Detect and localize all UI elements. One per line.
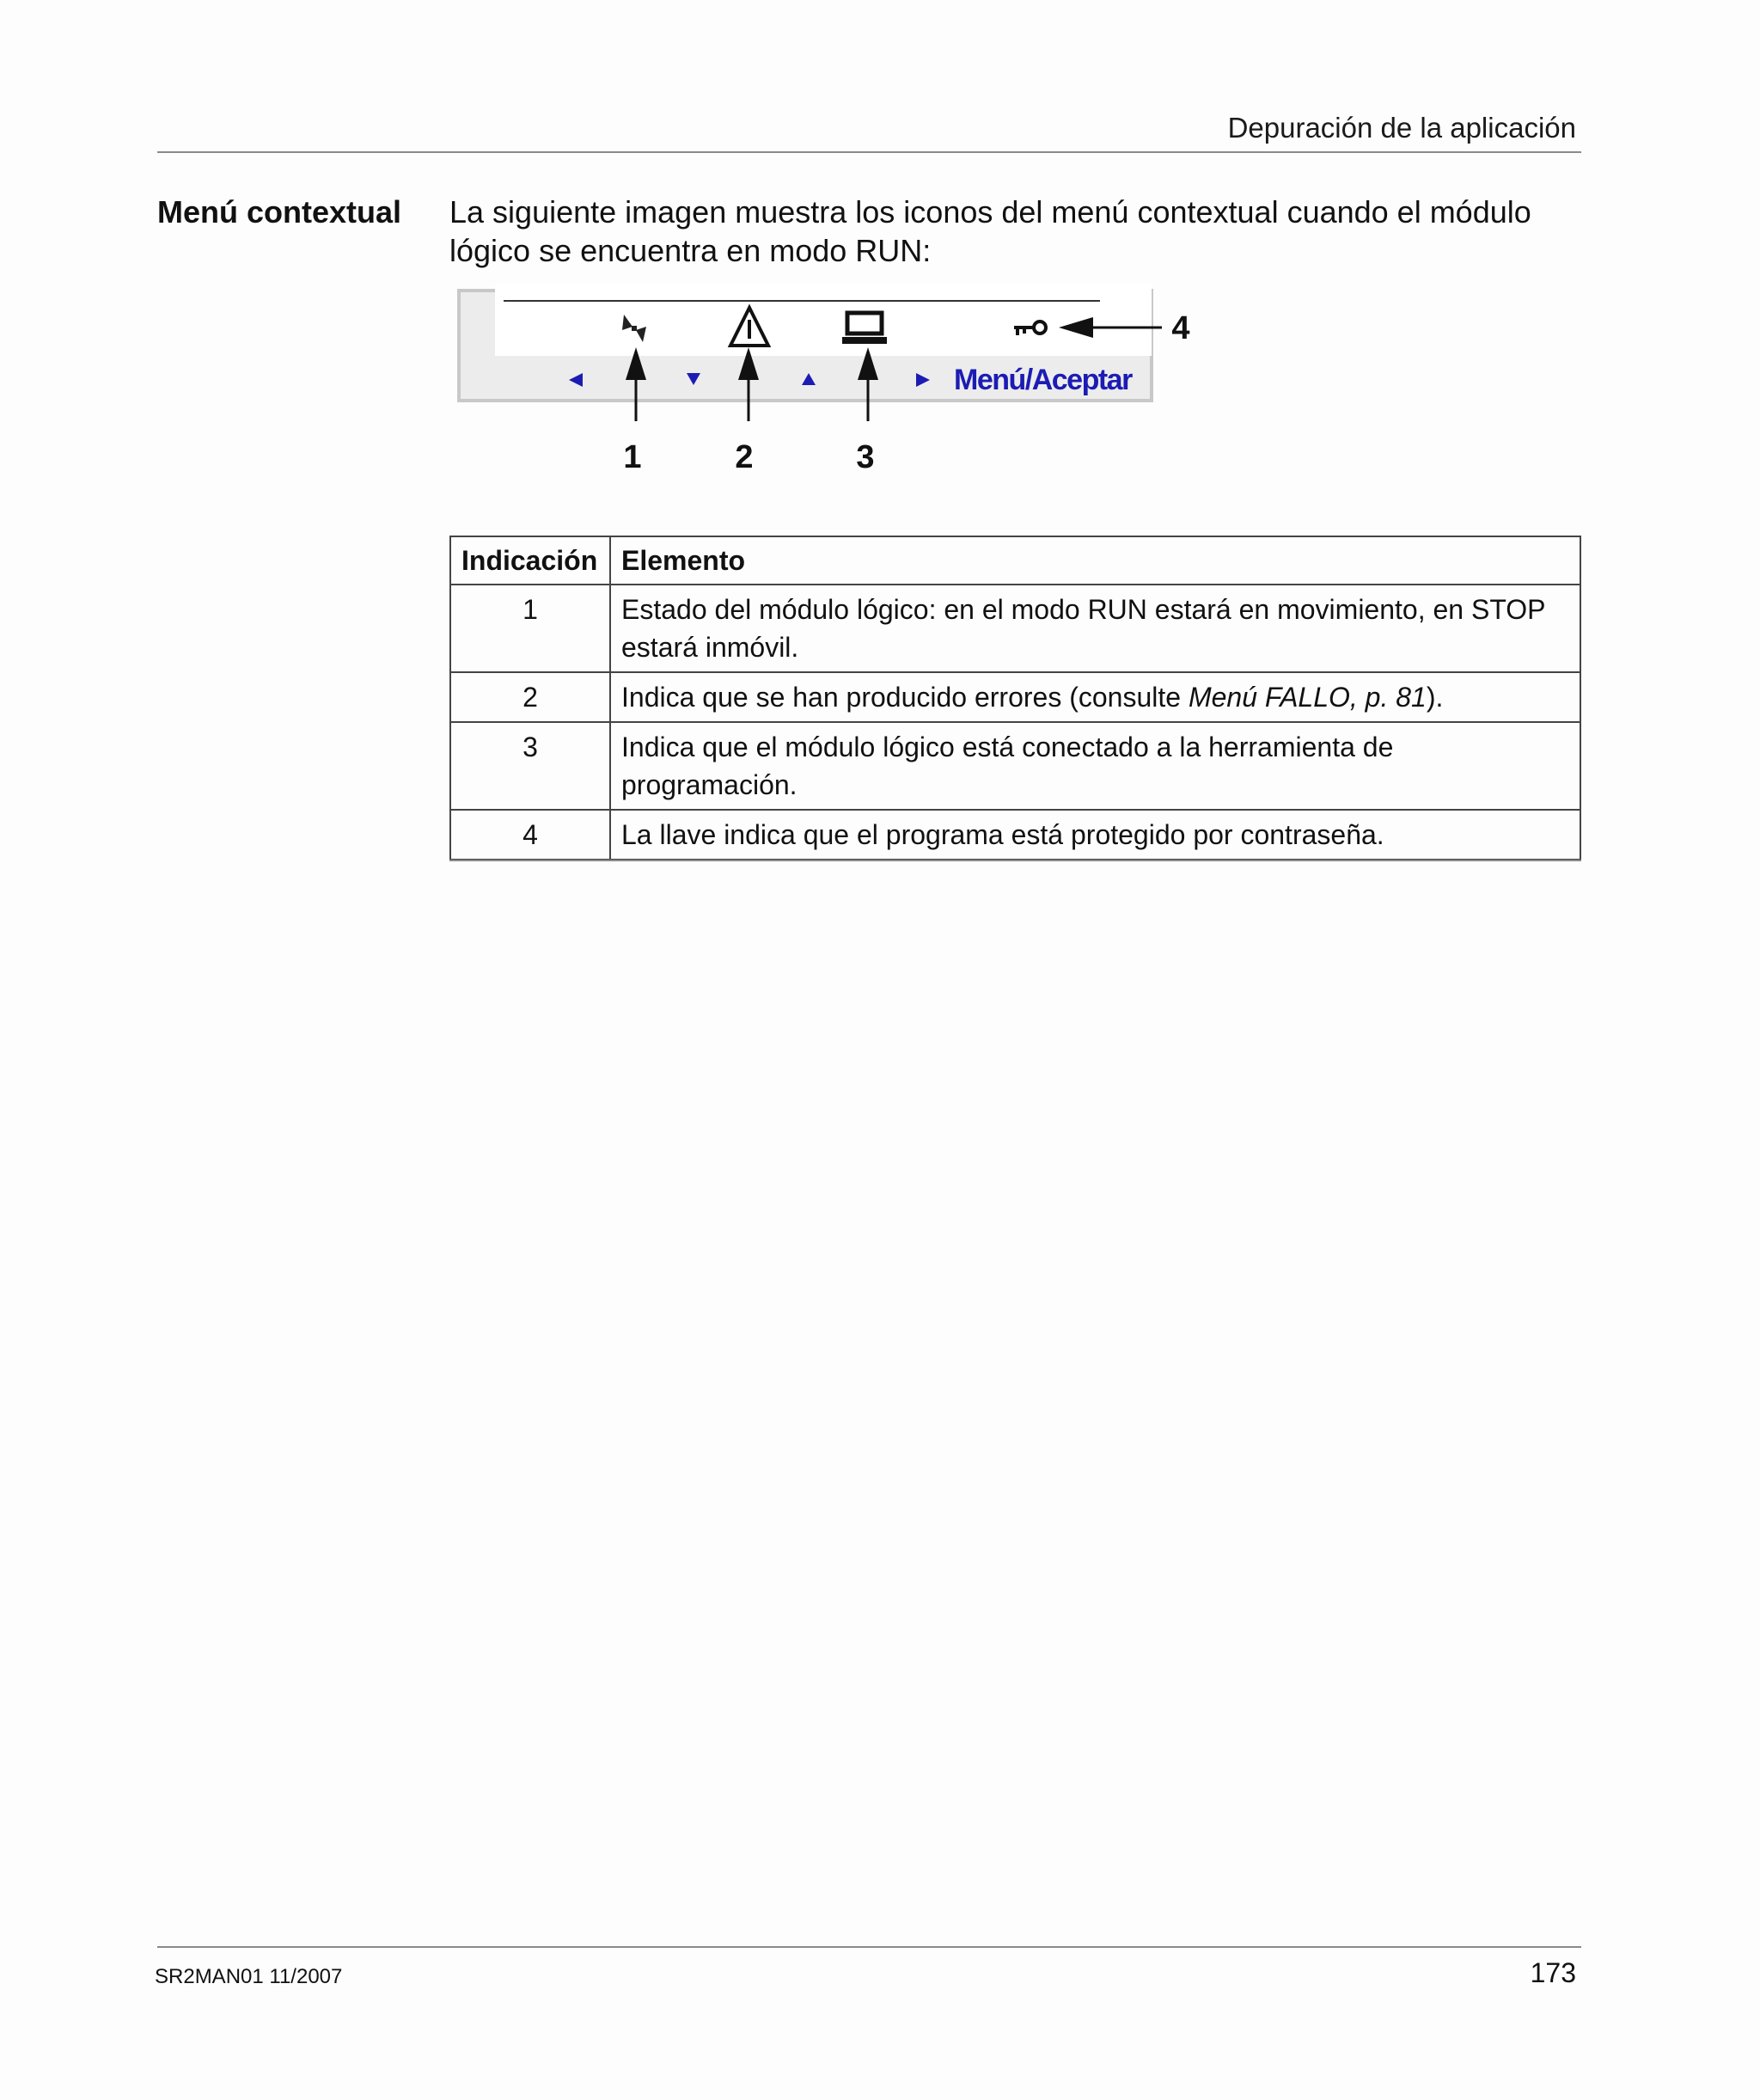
callout-label-4: 4 (1171, 310, 1190, 346)
document-reference: SR2MAN01 11/2007 (155, 1965, 343, 1988)
row-number: 3 (450, 722, 610, 810)
display-screen (495, 284, 1152, 356)
indication-table (449, 536, 1581, 860)
footer-rule (157, 1946, 1581, 1948)
row-description: La llave indica que el programa está protegido por contraseña. (610, 810, 1580, 860)
intro-paragraph: La siguiente imagen muestra los iconos del menú contextual cuando el módulo lógico se encuentra en modo RUN: (449, 194, 1531, 268)
nav-label: Menú/Aceptar (954, 364, 1132, 396)
row-number: 2 (450, 672, 610, 722)
row-description (610, 672, 1580, 722)
row-text-before: Indica que se han producido errores (consulte (621, 682, 1189, 713)
section-end-rule (449, 860, 1581, 861)
callout-label-1: 1 (623, 439, 642, 475)
table-row (450, 672, 1580, 722)
callout-label-2: 2 (735, 439, 754, 475)
cross-reference-link[interactable]: Menú FALLO, p. 81 (1188, 682, 1427, 713)
table-header-row (450, 536, 1580, 585)
section-heading: Menú contextual (157, 194, 402, 230)
column-header-elemento: Elemento (610, 536, 1580, 585)
table-row (450, 810, 1580, 860)
table-row (450, 722, 1580, 810)
column-header-indicacion: Indicación (450, 536, 610, 585)
row-text-after: ). (1426, 682, 1444, 713)
row-number: 4 (450, 810, 610, 860)
header-rule (157, 151, 1581, 153)
running-header: Depuración de la aplicación (1227, 112, 1576, 144)
context-menu-figure (447, 284, 1220, 481)
row-description: Indica que el módulo lógico está conectado a la herramienta de programación. (610, 722, 1580, 810)
page-number: 173 (1530, 1957, 1576, 1988)
row-number: 1 (450, 585, 610, 672)
table-row (450, 585, 1580, 672)
row-description: Estado del módulo lógico: en el modo RUN estará en movimiento, en STOP estará inmóvil. (610, 585, 1580, 672)
callout-label-3: 3 (856, 439, 875, 475)
